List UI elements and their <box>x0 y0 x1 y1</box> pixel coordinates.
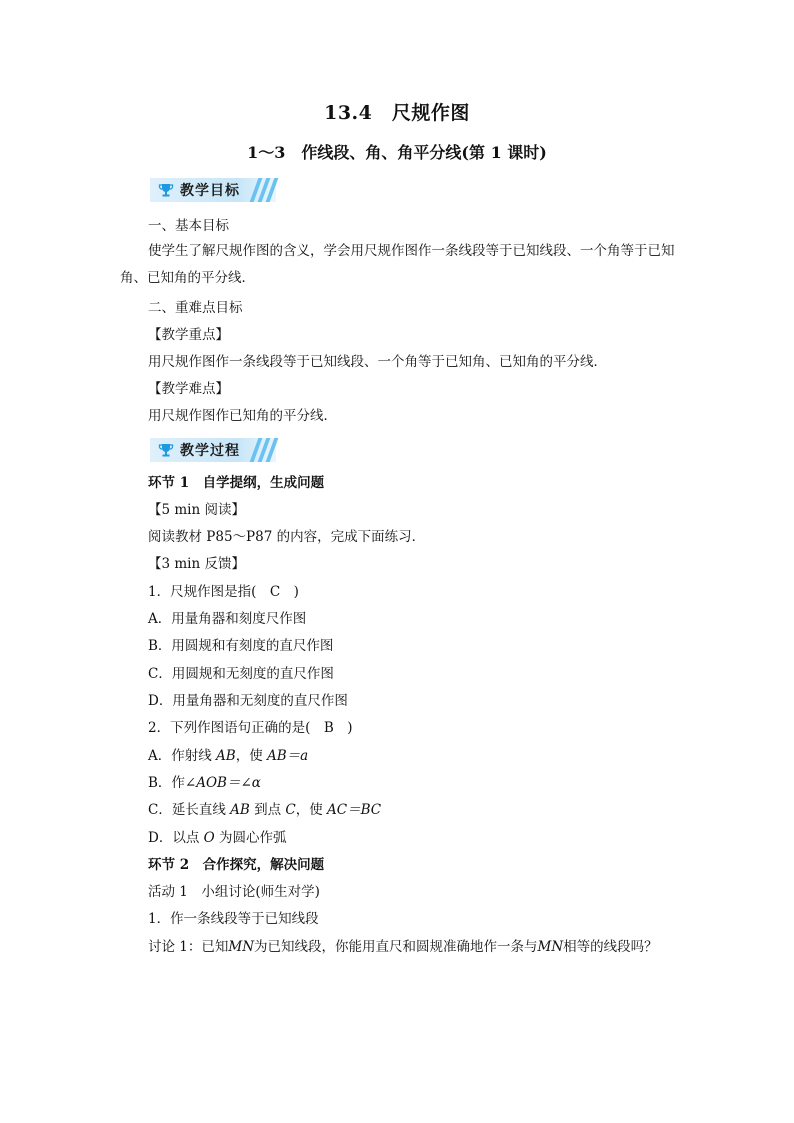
focus-label: 【教学重点】 <box>148 327 229 343</box>
page-title: 13.4 尺规作图 <box>324 102 470 124</box>
step2-heading: 环节 2 合作探究，解决问题 <box>148 857 325 873</box>
trophy-icon <box>158 442 174 458</box>
item-1: 1．作一条线段等于已知线段 <box>148 911 319 927</box>
focus-text: 用尺规作图作一条线段等于已知线段、一个角等于已知角、已知角的平分线． <box>148 354 607 370</box>
question-2: 2．下列作图语句正确的是( B ) <box>148 720 353 736</box>
activity-1: 活动 1 小组讨论(师生对学) <box>148 884 320 900</box>
q2-option-a: A．作射线 AB，使 AB＝a <box>148 748 309 764</box>
basic-objective-heading: 一、基本目标 <box>148 218 229 234</box>
q2-option-b: B．作∠AOB＝∠α <box>148 775 261 791</box>
discussion-1: 讨论 1：已知MN为已知线段，你能用直尺和圆规准确地作一条与MN相等的线段吗？ <box>148 939 658 955</box>
q2-option-c: C．延长直线 AB 到点 C，使 AC＝BC <box>148 802 382 818</box>
reading-label: 【5 min 阅读】 <box>148 502 245 518</box>
trophy-icon <box>158 182 174 198</box>
reading-text: 阅读教材 P85～P87 的内容，完成下面练习． <box>148 529 426 545</box>
q1-option-c: C．用圆规和无刻度的直尺作图 <box>148 666 334 682</box>
feedback-label: 【3 min 反馈】 <box>148 556 245 572</box>
step1-heading: 环节 1 自学提纲，生成问题 <box>148 475 325 491</box>
lesson-subtitle: 1～3 作线段、角、角平分线(第 1 课时) <box>247 143 547 162</box>
objectives-banner <box>150 178 276 202</box>
q1-option-d: D．用量角器和无刻度的直尺作图 <box>148 693 348 709</box>
q2-option-d: D．以点 O 为圆心作弧 <box>148 830 287 846</box>
basic-objective-text: 使学生了解尺规作图的含义，学会用尺规作图作一条线段等于已知线段、一个角等于已知角、已知角的平分线． <box>120 243 675 286</box>
process-banner <box>150 438 276 462</box>
difficulty-text: 用尺规作图作已知角的平分线． <box>148 408 337 424</box>
question-1: 1．尺规作图是指( C ) <box>148 584 299 600</box>
process-banner-label: 教学过程 <box>180 443 240 459</box>
q1-option-b: B．用圆规和有刻度的直尺作图 <box>148 638 334 654</box>
q1-option-a: A．用量角器和刻度尺作图 <box>148 611 307 627</box>
objectives-banner-label: 教学目标 <box>180 183 240 199</box>
difficulty-label: 【教学难点】 <box>148 381 229 397</box>
key-objective-heading: 二、重难点目标 <box>148 300 243 316</box>
